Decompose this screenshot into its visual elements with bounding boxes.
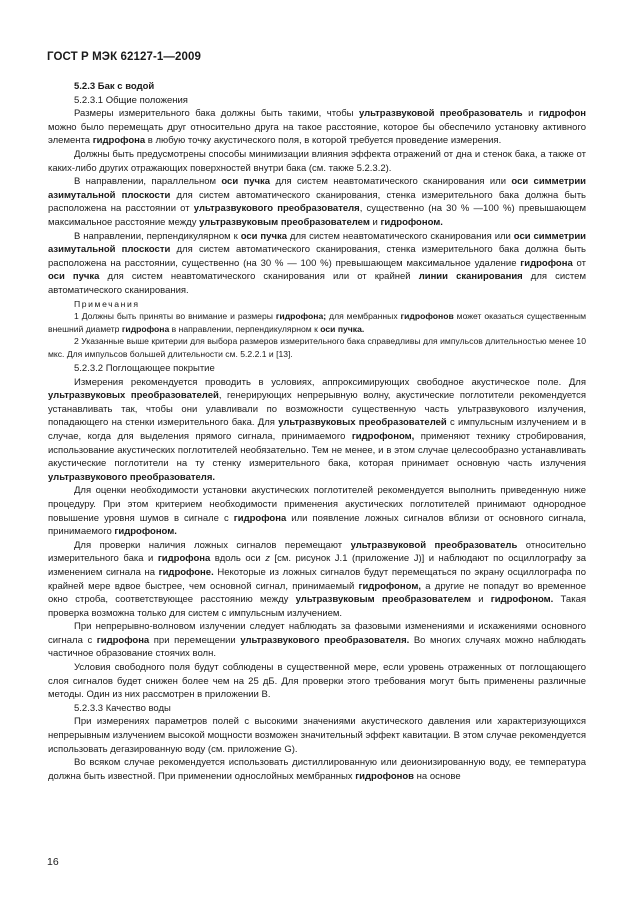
paragraph: Измерения рекомендуется проводить в условиях, аппроксимирующих свободное акустическое поле. Для ультразвуковых преобразователей, генерирующих непрерывную волну, акустические поглотители рекомендуется устанавливать так, чтобы они улавливали по возможности существенную часть ультразвукового излучения, попадающего на стенки измерительного бака. Для ультразвуковых преобразователей с импульсным излучением и в случае, когда для выделения прямого сигнала, принимаемого гидрофоном, применяют технику стробирования, использование акустических поглотителей необязательно. Тем не менее, и в этом случае целесообразно устанавливать акустические поглотители на ту стенку измерительного бака, которая принимает основную часть излучения ультразвукового преобразователя. [48, 376, 587, 483]
paragraph: 5.2.3.3 Качество воды [74, 702, 171, 714]
paragraph: 5.2.3 Бак с водой [74, 81, 155, 92]
paragraph: В направлении, параллельном оси пучка для систем неавтоматического сканирования или оси симметрии азимутальной плоскости для систем автоматического сканирования, стенка измерительного бака должна быть расположена на расстоянии от ультразвукового преобразователя, существенно (на 30 % —100 %) превышающем максимальное расстояние между ультразвуковым преобразователем и гидрофоном. [48, 176, 587, 228]
paragraph: Для оценки необходимости установки акустических поглотителей рекомендуется выполнить приведенную ниже процедуру. При этом критерием необходимости применения акустических поглотителей принимают однородное повышение уровня шумов в сигнале с гидрофона или появление ложных сигналов вблизи от основного сигнала, принимаемого гидрофоном. [48, 485, 586, 538]
paragraph: Примечания [74, 298, 140, 309]
paragraph: При измерениях параметров полей с высокими значениями акустического давления или характеризующихся непрерывным излучением высокой мощности возможен значительный эффект кавитации. В этом случае рекомендуется использовать дегазированную воду (см. приложение G). [48, 716, 586, 755]
document-body [48, 80, 586, 783]
paragraph: В направлении, перпендикулярном к оси пучка для систем неавтоматического сканирования или оси симметрии азимутальной плоскости для систем автоматического сканирования, стенка измерительного бака должна быть расположена на расстоянии, существенно (на 30 % — 100 %) превышающем максимальное удаление гидрофона от оси пучка для систем неавтоматического сканирования или от крайней линии сканирования для систем автоматического сканирования. [48, 230, 587, 296]
paragraph: Размеры измерительного бака должны быть такими, чтобы ультразвуковой преобразователь и гидрофон можно было перемещать друг относительно друга на такое расстояние, которое бы обеспечило установку активного элемента гидрофона в любую точку акустического поля, в которой требуется проведение измерения. [48, 108, 587, 147]
page-number: 16 [47, 856, 59, 868]
paragraph: Для проверки наличия ложных сигналов перемещают ультразвуковой преобразователь относительно измерительного бака и гидрофона вдоль оси z [см. рисунок J.1 (приложение J)] и наблюдают по осциллографу за изменением сигнала на гидрофоне. Некоторые из ложных сигналов будут перемещаться по экрану осциллографа по крайней мере вдвое быстрее, чем основной сигнал, принимаемый гидрофоном, а другие не попадут во временное окно строба, соответствующее расстоянию между ультразвуковым преобразователем и гидрофоном. Такая проверка возможна только для систем с импульсным излучением. [48, 539, 587, 619]
paragraph: 1 Должны быть приняты во внимание и размеры гидрофона; для мембранных гидрофонов может оказаться существенным внешний диаметр гидрофона в направлении, перпендикулярном к оси пучка. [48, 311, 586, 334]
paragraph: 5.2.3.2 Поглощающее покрытие [74, 363, 215, 374]
paragraph: 2 Указанные выше критерии для выбора размеров измерительного бака справедливы для импульсов длительностью менее 10 мкс. Для импульсов большей длительности см. 5.2.2.1 и [13]. [48, 336, 586, 359]
paragraph: 5.2.3.1 Общие положения [74, 94, 188, 106]
paragraph: Во всяком случае рекомендуется использовать дистиллированную или деионизированную воду, ее температура должна быть известной. При применении однослойных мембранных гидрофонов на основе [48, 757, 586, 782]
paragraph: Условия свободного поля будут соблюдены в существенной мере, если уровень отраженных от поглощающего слоя сигналов будет снижен более чем на 25 дБ. Для проверки этого требования могут быть применены различные методы. Один из них рассмотрен в приложении В. [48, 662, 586, 701]
paragraph: Должны быть предусмотрены способы минимизации влияния эффекта отражений от дна и стенок бака, а также от каких-либо других отражающих поверхностей внутри бака (см. также 5.2.3.2). [48, 148, 586, 174]
document-header-title: ГОСТ Р МЭК 62127-1—2009 [47, 51, 201, 63]
paragraph: При непрерывно-волновом излучении следует наблюдать за фазовыми изменениями и искажениями основного сигнала с гидрофона при перемещении ультразвукового преобразователя. Во многих случаях можно наблюдать частичное образование стоячих волн. [48, 621, 586, 660]
